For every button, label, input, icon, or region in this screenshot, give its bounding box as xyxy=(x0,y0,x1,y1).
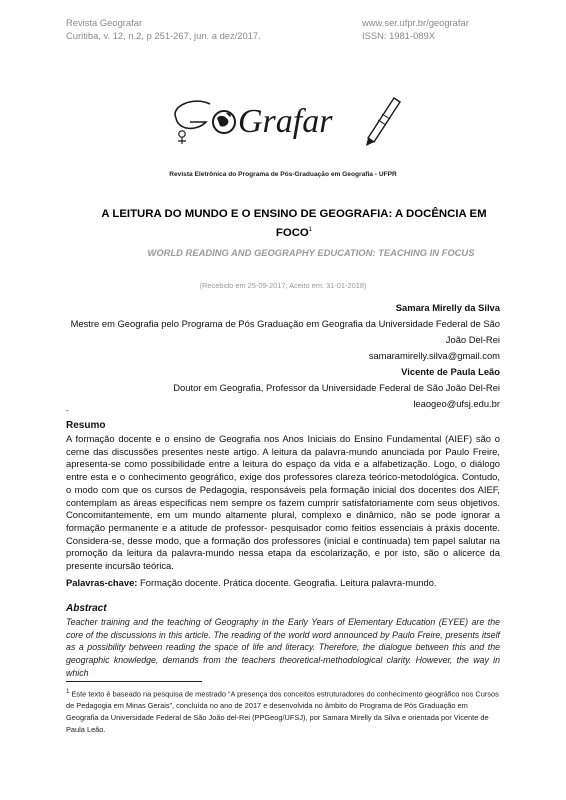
footnote-mark: 1 xyxy=(66,688,70,695)
running-header-right xyxy=(362,17,469,42)
author-name: Samara Mirelly da Silva xyxy=(395,302,500,313)
author-block-2 xyxy=(60,364,500,412)
author-name: Vicente de Paula Leão xyxy=(401,366,500,377)
geografar-logo xyxy=(168,92,408,150)
resumo-body: A formação docente e o ensino de Geografia nos Anos Iniciais do Ensino Fundamental (AIEF) são o cerne das discussões presentes neste artigo. A leitura da palavra-mundo anunciada por Paulo Freire, apresenta-se como possibilidade entre a leitura do espaço da vida e a alfabetização. Logo, o diálogo entre esta e o conhecimento geográfico, exige dos professores clareza teórico-metodológica. Contudo, o modo com que os cursos de Pedagogia, responsáveis pela formação inicial dos docentes dos AIEF, contemplam as áreas específicas nem sempre os fazem cumprir satisfatoriamente com seus objetivos. Concomitantemente, em um mundo altamente plural, complexo e dinâmico, não se pode ignorar a formação permanente e a atitude de professor- pesquisador como feitios essenciais à práxis docente. Considera-se, desse modo, que a formação dos professores (inicial e continuada) tem papel salutar na promoção da leitura da palavra-mundo nessa etapa da escolarização, e por isto, são o alicerce da presente incursão teórica. xyxy=(66,433,500,572)
journal-name: Revista Geografar xyxy=(66,17,143,28)
author-affiliation: Mestre em Geografia pelo Programa de Pós Graduação em Geografia da Universidade Federal de São João Del-Rei xyxy=(70,318,500,345)
issn: ISSN: 1981-089X xyxy=(362,29,435,41)
footnote-text: Este texto é baseado na pesquisa de mestrado “A presença dos conceitos estruturadores do conhecimento geográfico nos Cursos de Pedagogia em Minas Gerais”, concluída no ano de 2017 e desenvolvida no âmbito do Programa de Pós Graduação em Geografia da Universidade Federal de São João del-Rei (PPGeog/UFSJ), por Samara Mirelly da Silva e orientada por Vicente de Paula Leão. xyxy=(66,689,499,734)
stray-mark: - xyxy=(66,406,69,415)
journal-subtitle: Revista Eletrônica do Programa de Pós-Graduação em Geografia - UFPR xyxy=(169,171,397,178)
article-title xyxy=(96,206,492,241)
author-email[interactable]: leaogeo@ufsj.edu.br xyxy=(413,398,500,409)
keywords xyxy=(66,577,437,588)
resumo-heading: Resumo xyxy=(66,420,106,431)
logo-wordmark: Grafar xyxy=(238,103,333,140)
author-email[interactable]: samaramirelly.silva@gmail.com xyxy=(368,350,500,361)
running-header-left xyxy=(66,17,261,42)
article-title-text: A LEITURA DO MUNDO E O ENSINO DE GEOGRAFIA: A DOCÊNCIA EM FOCO xyxy=(101,208,487,239)
issue-info: Curitiba, v. 12, n.2, p 251-267, jun. a dez/2017. xyxy=(66,29,261,41)
title-footnote-mark: 1 xyxy=(308,227,313,233)
footnote-divider xyxy=(66,681,202,682)
abstract-body: Teacher training and the teaching of Geography in the Early Years of Elementary Education (EYEE) are the core of the discussions in this article. The reading of the world word announced by Paulo Freire, presents itself as a possibility between reading the space of life and literacy. Therefore, the dialogue between this and the geographic knowledge, demands from the teachers theoretical-methodological clarity. However, the way in which xyxy=(66,617,500,678)
journal-url: www.ser.ufpr.br/geografar xyxy=(362,17,469,28)
keywords-label: Palavras-chave: xyxy=(66,577,138,588)
article-title-english: WORLD READING AND GEOGRAPHY EDUCATION: TEACHING IN FOCUS xyxy=(147,247,475,258)
abstract-heading: Abstract xyxy=(66,603,107,614)
keywords-text: Formação docente. Prática docente. Geografia. Leitura palavra-mundo. xyxy=(140,577,437,588)
author-affiliation: Doutor em Geografia, Professor da Universidade Federal de São João Del-Rei xyxy=(173,382,500,393)
received-accepted-dates: (Recebido em 25-09-2017; Aceito em: 31-01-2018) xyxy=(199,281,367,290)
author-block-1 xyxy=(60,300,500,364)
footnote xyxy=(66,686,500,736)
